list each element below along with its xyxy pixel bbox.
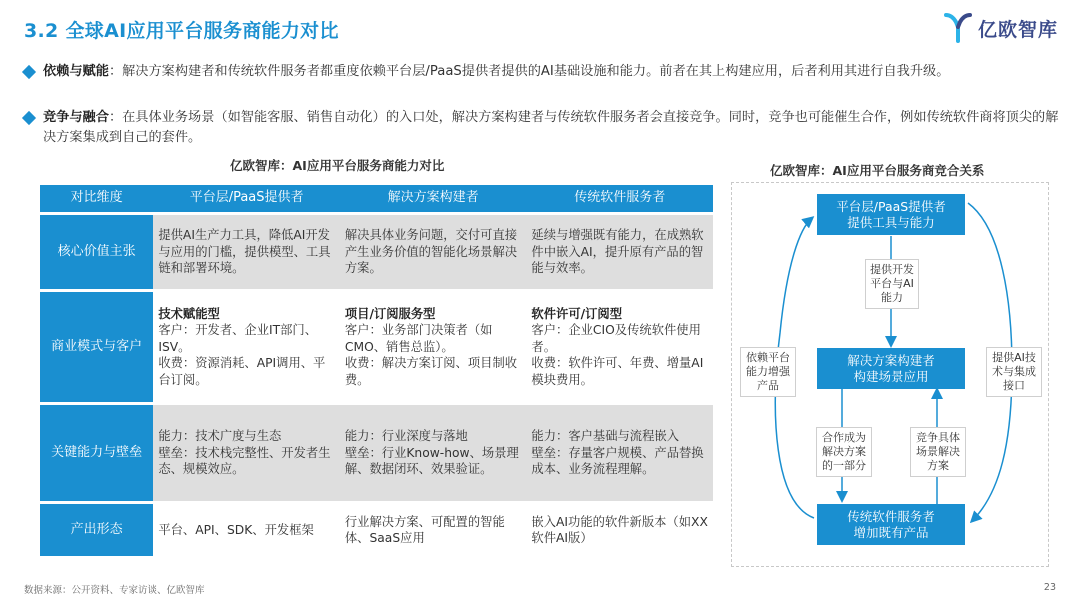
row-dimension: 关键能力与壁垒 — [40, 405, 153, 501]
cell-text: 客户：业务部门决策者（如CMO、销售总监）。 — [344, 323, 493, 354]
table-header-row — [40, 185, 713, 212]
cell-text: 能力：客户基础与流程嵌入 — [531, 429, 679, 444]
cell-text: 壁垒：行业Know-how、场景理解、数据闭环、效果验证。 — [344, 445, 519, 477]
page-number: 23 — [1043, 582, 1056, 593]
table-cell — [340, 405, 527, 501]
table-cell — [340, 504, 527, 556]
bullet-text: ：解决方案构建者和传统软件服务者都重度依赖平台层/PaaS提供者提供的AI基础设施和能力。前者在其上构建应用，后者利用其进行自我升级。 — [108, 64, 950, 79]
table-cell — [526, 405, 713, 501]
box-title: 解决方案构建者 — [847, 352, 935, 368]
cell-title: 项目/订阅服务型 — [344, 306, 436, 321]
box-subtitle: 构建场景应用 — [853, 368, 929, 384]
table-row — [40, 215, 713, 289]
label-cooperation: 合作成为 解决方案 的一部分 — [816, 427, 872, 477]
label-provide-platform: 提供开发 平台与AI 能力 — [865, 259, 919, 309]
table-cell — [340, 215, 527, 289]
cell-text: 能力：行业深度与落地 — [344, 429, 468, 444]
cell-text: 壁垒：存量客户规模、产品替换成本、业务流程理解。 — [531, 445, 704, 477]
cell-title: 技术赋能型 — [158, 306, 220, 321]
table-cell — [526, 215, 713, 289]
bullet-label: 依赖与赋能 — [43, 64, 109, 79]
cell-text: 延续与增强既有能力，在成熟软件中嵌入AI，提升原有产品的智能与效率。 — [531, 228, 704, 276]
box-subtitle: 增加既有产品 — [853, 524, 929, 540]
relationship-diagram — [731, 182, 1049, 567]
box-platform — [817, 194, 965, 235]
table-cell — [526, 504, 713, 556]
box-subtitle: 提供工具与能力 — [847, 214, 935, 230]
bullet-text: ：在具体业务场景（如智能客服、销售自动化）的入口处，解决方案构建者与传统软件服务者会直接竞争。同时，竞争也可能催生合作，例如传统软件商将顶尖的解决方案集成到自己的套件。 — [43, 110, 1059, 145]
header-dimension: 对比维度 — [40, 185, 153, 212]
table-cell — [153, 215, 340, 289]
header-solution: 解决方案构建者 — [340, 185, 527, 212]
cell-text: 能力：技术广度与生态 — [158, 429, 282, 444]
cell-text: 解决具体业务问题，交付可直接产生业务价值的智能化场景解决方案。 — [344, 228, 518, 276]
box-traditional — [817, 504, 965, 545]
header-traditional: 传统软件服务者 — [526, 185, 713, 212]
cell-text: 收费：解决方案订阅、项目制收费。 — [344, 356, 518, 387]
comparison-table — [40, 182, 713, 559]
table-cell — [153, 405, 340, 501]
table-caption: 亿欧智库：AI应用平台服务商能力对比 — [230, 158, 445, 173]
row-dimension: 商业模式与客户 — [40, 292, 153, 402]
table-cell — [340, 292, 527, 402]
box-solution — [817, 348, 965, 389]
cell-text: 提供AI生产力工具，降低AI开发与应用的门槛，提供模型、工具链和部署环境。 — [158, 228, 331, 276]
row-dimension: 核心价值主张 — [40, 215, 153, 289]
cell-text: 行业解决方案、可配置的智能体、SaaS应用 — [344, 514, 505, 545]
cell-text: 收费：资源消耗、API调用、平台订阅。 — [158, 356, 326, 387]
page-title: 3.2 全球AI应用平台服务商能力对比 — [24, 20, 339, 42]
bullet-dependency — [24, 62, 1060, 82]
box-title: 平台层/PaaS提供者 — [836, 198, 946, 214]
cell-title: 软件许可/订阅型 — [531, 306, 622, 321]
logo-icon — [943, 12, 973, 44]
table-cell — [526, 292, 713, 402]
table-row — [40, 405, 713, 501]
cell-text: 平台、API、SDK、开发框架 — [158, 522, 314, 537]
cell-text: 客户：企业CIO及传统软件使用者。 — [531, 323, 701, 354]
table-cell — [153, 292, 340, 402]
cell-text: 嵌入AI功能的软件新版本（如XX软件AI版） — [531, 514, 708, 545]
label-provide-ai-tech: 提供AI技 术与集成 接口 — [986, 347, 1042, 397]
header-platform: 平台层/PaaS提供者 — [153, 185, 340, 212]
label-depend-platform: 依赖平台 能力增强 产品 — [740, 347, 796, 397]
bullet-label: 竞争与融合 — [43, 110, 109, 125]
diagram-caption: 亿欧智库：AI应用平台服务商竞合关系 — [770, 163, 985, 178]
logo-text: 亿欧智库 — [977, 18, 1058, 41]
row-dimension: 产出形态 — [40, 504, 153, 556]
brand-logo — [943, 12, 1058, 44]
table-cell — [153, 504, 340, 556]
table-row — [40, 292, 713, 402]
cell-text: 收费：软件许可、年费、增量AI模块费用。 — [531, 356, 704, 387]
cell-text: 客户：开发者、企业IT部门、ISV。 — [158, 323, 318, 354]
label-competition: 竞争具体 场景解决 方案 — [910, 427, 966, 477]
bullet-competition — [24, 108, 1060, 148]
table-row — [40, 504, 713, 556]
box-title: 传统软件服务者 — [847, 508, 935, 524]
data-source-note: 数据来源：公开资料、专家访谈、亿欧智库 — [24, 585, 205, 596]
cell-text: 壁垒：技术栈完整性、开发者生态、规模效应。 — [158, 445, 331, 477]
